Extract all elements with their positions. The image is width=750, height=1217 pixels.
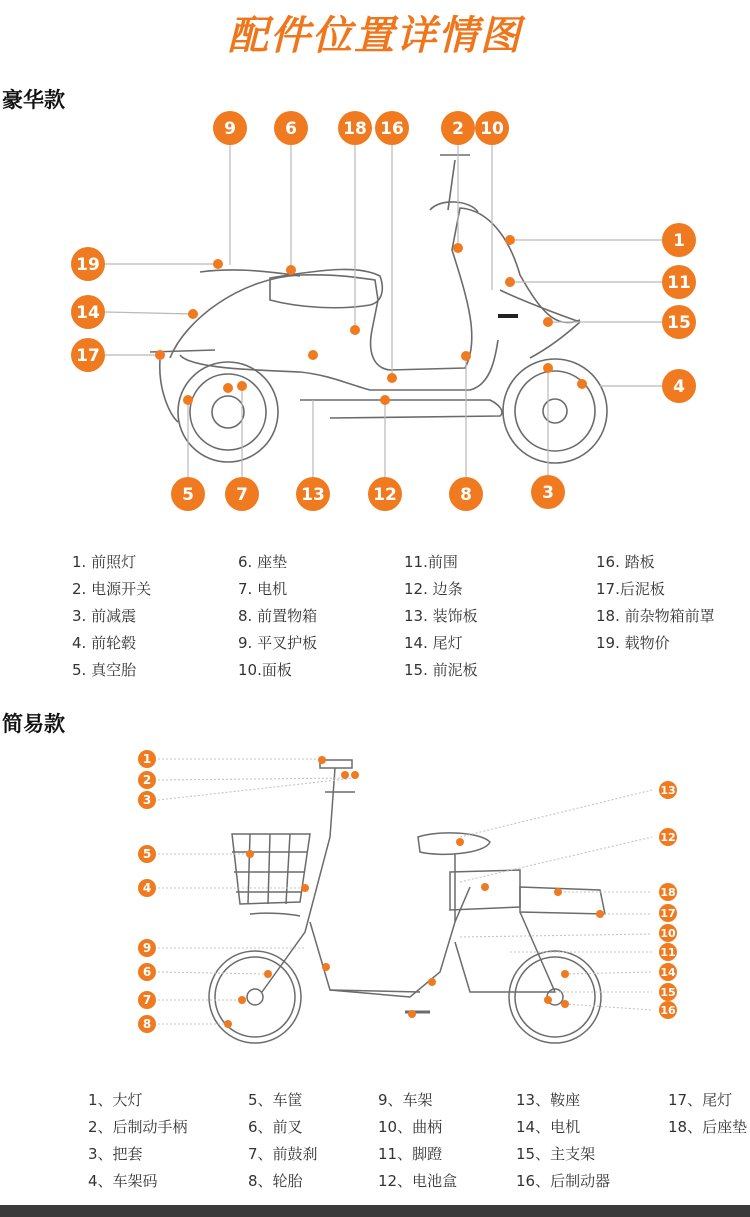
legend-item: 12、电池盒 bbox=[378, 1172, 458, 1190]
legend-item: 15、主支架 bbox=[516, 1145, 596, 1163]
svg-text:2: 2 bbox=[452, 119, 464, 139]
marker-12 bbox=[659, 828, 677, 846]
svg-text:4: 4 bbox=[142, 881, 152, 895]
legend-item: 18. 前杂物箱前罩 bbox=[596, 607, 715, 625]
legend-item: 13. 装饰板 bbox=[404, 607, 478, 625]
legend-item: 4. 前轮毂 bbox=[72, 634, 137, 652]
marker-19 bbox=[71, 247, 105, 281]
marker-5 bbox=[171, 477, 205, 511]
marker-7 bbox=[138, 991, 156, 1009]
marker-16 bbox=[659, 1001, 677, 1019]
page-title: 配件位置详情图 bbox=[228, 13, 522, 59]
marker-9 bbox=[213, 111, 247, 145]
svg-text:2: 2 bbox=[142, 773, 152, 787]
marker-4 bbox=[662, 369, 696, 403]
marker-7 bbox=[225, 477, 259, 511]
deluxe-markers bbox=[71, 111, 696, 511]
svg-text:10: 10 bbox=[480, 119, 504, 139]
svg-text:18: 18 bbox=[660, 886, 676, 899]
legend-item: 6、前叉 bbox=[248, 1118, 303, 1136]
svg-text:5: 5 bbox=[142, 847, 152, 861]
marker-14 bbox=[659, 963, 677, 981]
marker-17 bbox=[659, 904, 677, 922]
legend-item: 7. 电机 bbox=[238, 580, 288, 598]
svg-text:6: 6 bbox=[142, 965, 152, 979]
svg-text:15: 15 bbox=[667, 313, 691, 333]
marker-13 bbox=[659, 781, 677, 799]
legend-item: 5. 真空胎 bbox=[72, 661, 137, 679]
marker-14 bbox=[71, 295, 105, 329]
marker-2 bbox=[138, 771, 156, 789]
svg-text:12: 12 bbox=[660, 831, 676, 844]
svg-text:13: 13 bbox=[660, 784, 676, 797]
section-label-deluxe: 豪华款 bbox=[2, 88, 65, 112]
leader-lines-simple bbox=[158, 759, 652, 1024]
legend-item: 3. 前减震 bbox=[72, 607, 137, 625]
svg-text:13: 13 bbox=[301, 485, 325, 505]
legend-item: 2、后制动手柄 bbox=[88, 1118, 188, 1136]
legend-item: 1. 前照灯 bbox=[72, 553, 137, 571]
marker-6 bbox=[274, 111, 308, 145]
svg-text:10: 10 bbox=[660, 927, 676, 940]
marker-12 bbox=[368, 477, 402, 511]
leader-lines bbox=[105, 144, 662, 478]
marker-3 bbox=[531, 475, 565, 509]
marker-10 bbox=[475, 111, 509, 145]
marker-18 bbox=[659, 883, 677, 901]
marker-3 bbox=[138, 791, 156, 809]
bottom-bar bbox=[0, 1205, 750, 1217]
section-label-simple: 简易款 bbox=[2, 712, 65, 736]
svg-text:14: 14 bbox=[76, 303, 100, 323]
simple-diagram bbox=[0, 742, 750, 1052]
svg-text:7: 7 bbox=[142, 993, 152, 1007]
marker-4 bbox=[138, 879, 156, 897]
legend-item: 1、大灯 bbox=[88, 1091, 143, 1109]
legend-item: 3、把套 bbox=[88, 1145, 143, 1163]
marker-15 bbox=[659, 983, 677, 1001]
svg-text:4: 4 bbox=[673, 377, 685, 397]
legend-item: 11.前围 bbox=[404, 553, 458, 571]
marker-5 bbox=[138, 845, 156, 863]
legend-item: 8. 前置物箱 bbox=[238, 607, 318, 625]
svg-text:19: 19 bbox=[76, 255, 100, 275]
marker-17 bbox=[71, 338, 105, 372]
marker-13 bbox=[296, 477, 330, 511]
legend-item: 10、曲柄 bbox=[378, 1118, 443, 1136]
legend-item: 9、车架 bbox=[378, 1091, 433, 1109]
marker-11 bbox=[662, 265, 696, 299]
svg-text:6: 6 bbox=[285, 119, 297, 139]
anchor-dots bbox=[155, 235, 587, 405]
marker-18 bbox=[338, 111, 372, 145]
marker-10 bbox=[659, 924, 677, 942]
legend-item: 15. 前泥板 bbox=[404, 661, 478, 679]
svg-text:3: 3 bbox=[542, 483, 554, 503]
marker-11 bbox=[659, 943, 677, 961]
svg-text:8: 8 bbox=[142, 1017, 152, 1031]
legend-item: 10.面板 bbox=[238, 661, 292, 679]
svg-text:14: 14 bbox=[660, 966, 676, 979]
legend-item: 13、鞍座 bbox=[516, 1091, 581, 1109]
legend-item: 8、轮胎 bbox=[248, 1172, 303, 1190]
scooter-drawing bbox=[150, 155, 607, 463]
marker-16 bbox=[375, 111, 409, 145]
svg-text:11: 11 bbox=[660, 946, 676, 959]
svg-text:7: 7 bbox=[236, 485, 248, 505]
svg-text:17: 17 bbox=[660, 907, 676, 920]
svg-text:17: 17 bbox=[76, 346, 100, 366]
legend-item: 5、车筐 bbox=[248, 1091, 303, 1109]
svg-text:16: 16 bbox=[380, 119, 404, 139]
legend-item: 2. 电源开关 bbox=[72, 580, 152, 598]
legend-item: 9. 平叉护板 bbox=[238, 634, 318, 652]
marker-1 bbox=[662, 223, 696, 257]
legend-item: 11、脚蹬 bbox=[378, 1145, 443, 1163]
svg-text:15: 15 bbox=[660, 986, 676, 999]
marker-8 bbox=[449, 477, 483, 511]
svg-text:8: 8 bbox=[460, 485, 472, 505]
legend-item: 14、电机 bbox=[516, 1118, 581, 1136]
marker-2 bbox=[441, 111, 475, 145]
marker-6 bbox=[138, 963, 156, 981]
marker-15 bbox=[662, 305, 696, 339]
legend-item: 14. 尾灯 bbox=[404, 634, 463, 652]
legend-item: 12. 边条 bbox=[404, 580, 463, 598]
legend-item: 19. 载物价 bbox=[596, 634, 670, 652]
svg-text:3: 3 bbox=[142, 793, 152, 807]
legend-item: 4、车架码 bbox=[88, 1172, 158, 1190]
legend-item: 16. 踏板 bbox=[596, 553, 655, 571]
legend-item: 6. 座垫 bbox=[238, 553, 288, 571]
svg-text:5: 5 bbox=[182, 485, 194, 505]
svg-text:9: 9 bbox=[224, 119, 236, 139]
marker-9 bbox=[138, 939, 156, 957]
legend-item: 17、尾灯 bbox=[668, 1091, 733, 1109]
svg-text:1: 1 bbox=[673, 231, 685, 251]
legend-item: 17.后泥板 bbox=[596, 580, 665, 598]
svg-text:11: 11 bbox=[667, 273, 691, 293]
svg-text:18: 18 bbox=[343, 119, 367, 139]
svg-text:16: 16 bbox=[660, 1004, 676, 1017]
marker-1 bbox=[138, 750, 156, 768]
svg-text:12: 12 bbox=[373, 485, 397, 505]
legend-item: 7、前鼓刹 bbox=[248, 1145, 318, 1163]
legend-item: 16、后制动器 bbox=[516, 1172, 611, 1190]
svg-text:9: 9 bbox=[142, 941, 152, 955]
marker-8 bbox=[138, 1015, 156, 1033]
svg-text:1: 1 bbox=[142, 752, 152, 766]
legend-item: 18、后座垫 bbox=[668, 1118, 748, 1136]
